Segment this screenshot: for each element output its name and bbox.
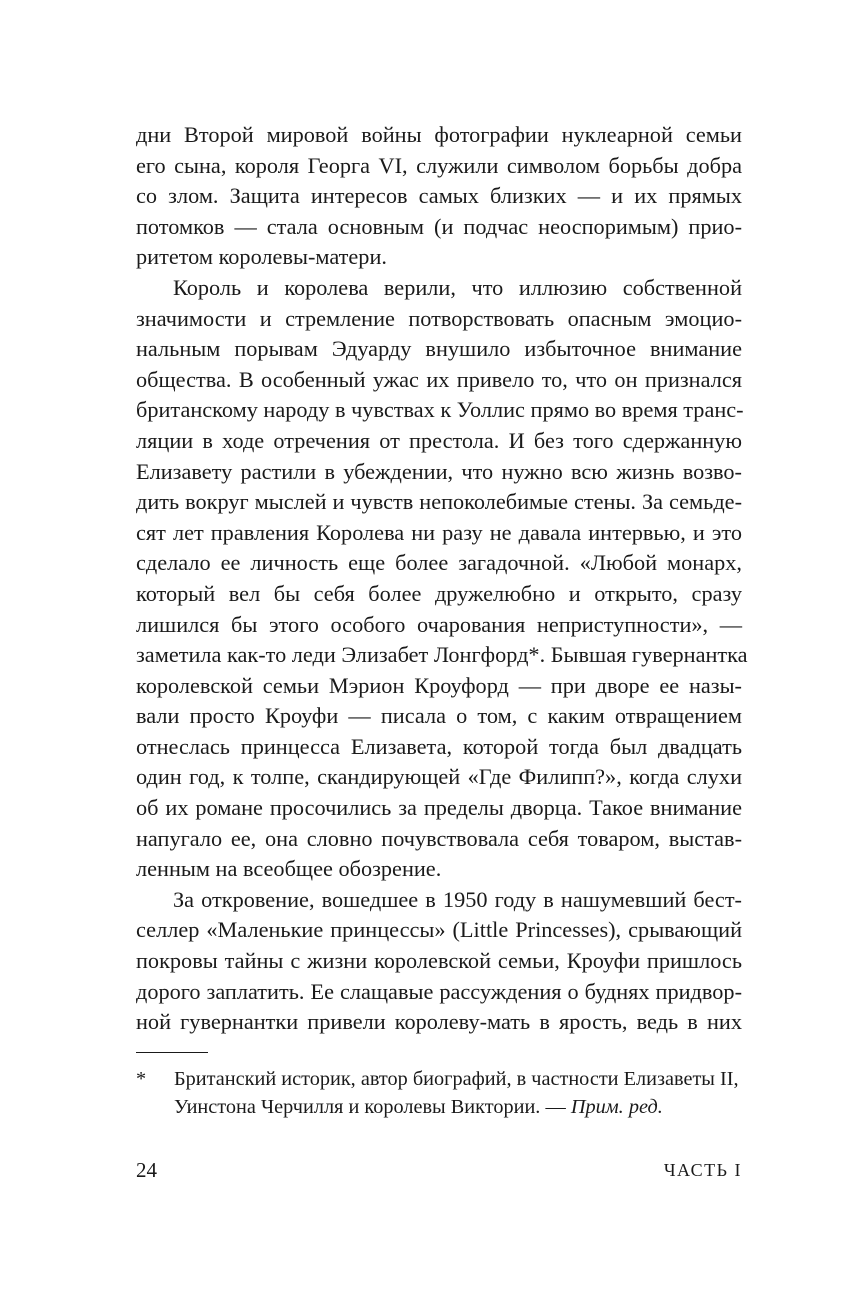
editor-note: Прим. ред. xyxy=(570,1095,663,1118)
footnote xyxy=(136,1066,742,1121)
text-line: напугало ее, она словно почувствовала себя товаром, выстав- xyxy=(136,825,742,851)
text-line: потомков — стала основным (и подчас неоспоримым) прио- xyxy=(136,213,742,239)
text-line: ритетом королевы-матери. xyxy=(136,244,387,270)
text-line: сят лет правления Королева ни разу не давала интервью, и это xyxy=(136,519,742,545)
text-line: ной гувернантки привели королеву-мать в ярость, ведь в них xyxy=(136,1009,742,1035)
running-head: ЧАСТЬ I xyxy=(663,1160,742,1180)
text-line: значимости и стремление потворствовать опасным эмоцио- xyxy=(136,305,742,331)
text-line: вали просто Кроуфи — писала о том, с каким отвращением xyxy=(136,703,742,729)
footnote-separator xyxy=(136,1052,208,1053)
text-line: сделало ее личность еще более загадочной. «Любой монарх, xyxy=(136,550,742,576)
text-line: дить вокруг мыслей и чувств непоколебимые стены. За семьде- xyxy=(136,489,742,515)
text-line: Елизавету растили в убеждении, что нужно всю жизнь возво- xyxy=(136,458,742,484)
text-line: ленным на всеобщее обозрение. xyxy=(136,856,442,882)
text-line: лишился бы этого особого очарования неприступности», — xyxy=(136,611,742,637)
text-line: покровы тайны с жизни королевской семьи, Кроуфи пришлось xyxy=(136,948,742,974)
text-line: королевской семьи Мэрион Кроуфорд — при дворе ее назы- xyxy=(136,672,742,698)
text-line: селлер «Маленькие принцессы» (Little Princesses), срывающий xyxy=(136,917,742,943)
text-line: нальным порывам Эдуарду внушило избыточное внимание xyxy=(136,336,742,362)
text-line: его сына, короля Георга VI, служили символом борьбы добра xyxy=(136,152,742,178)
page-number: 24 xyxy=(136,1158,157,1182)
text-line: который вел бы себя более дружелюбно и открыто, сразу xyxy=(136,580,742,606)
footnote-line-text: Уинстона Черчилля и королевы Виктории. — xyxy=(174,1095,571,1118)
text-line: дни Второй мировой войны фотографии нуклеарной семьи xyxy=(136,122,742,147)
footnote-text xyxy=(174,1066,742,1121)
text-line: британскому народу в чувствах к Уоллис прямо во время транс- xyxy=(136,397,744,423)
text-line: Король и королева верили, что иллюзию собственной xyxy=(173,274,742,300)
body-text xyxy=(136,120,748,1038)
footnote-marker: * xyxy=(136,1068,147,1090)
footnote-line xyxy=(174,1094,742,1122)
text-line: об их романе просочились за пределы дворца. Такое внимание xyxy=(136,795,742,821)
text-line: общества. В особенный ужас их привело то, что он признался xyxy=(136,366,742,392)
text-line: ляции в ходе отречения от престола. И без того сдержанную xyxy=(136,427,742,453)
text-line: один год, к толпе, скандирующей «Где Филипп?», когда слухи xyxy=(136,764,742,790)
text-line: дорого заплатить. Ее слащавые рассуждения о буднях придвор- xyxy=(136,978,742,1004)
text-line: заметила как-то леди Элизабет Лонгфорд*. Бывшая гувернантка xyxy=(136,642,748,668)
footnote-line: Британский историк, автор биографий, в частности Елизаветы II, xyxy=(174,1068,739,1090)
text-line: За откровение, вошедшее в 1950 году в нашумевший бест- xyxy=(173,886,742,912)
text-line: со злом. Защита интересов самых близких — и их прямых xyxy=(136,183,742,209)
text-line: отнеслась принцесса Елизавета, которой тогда был двадцать xyxy=(136,733,742,759)
